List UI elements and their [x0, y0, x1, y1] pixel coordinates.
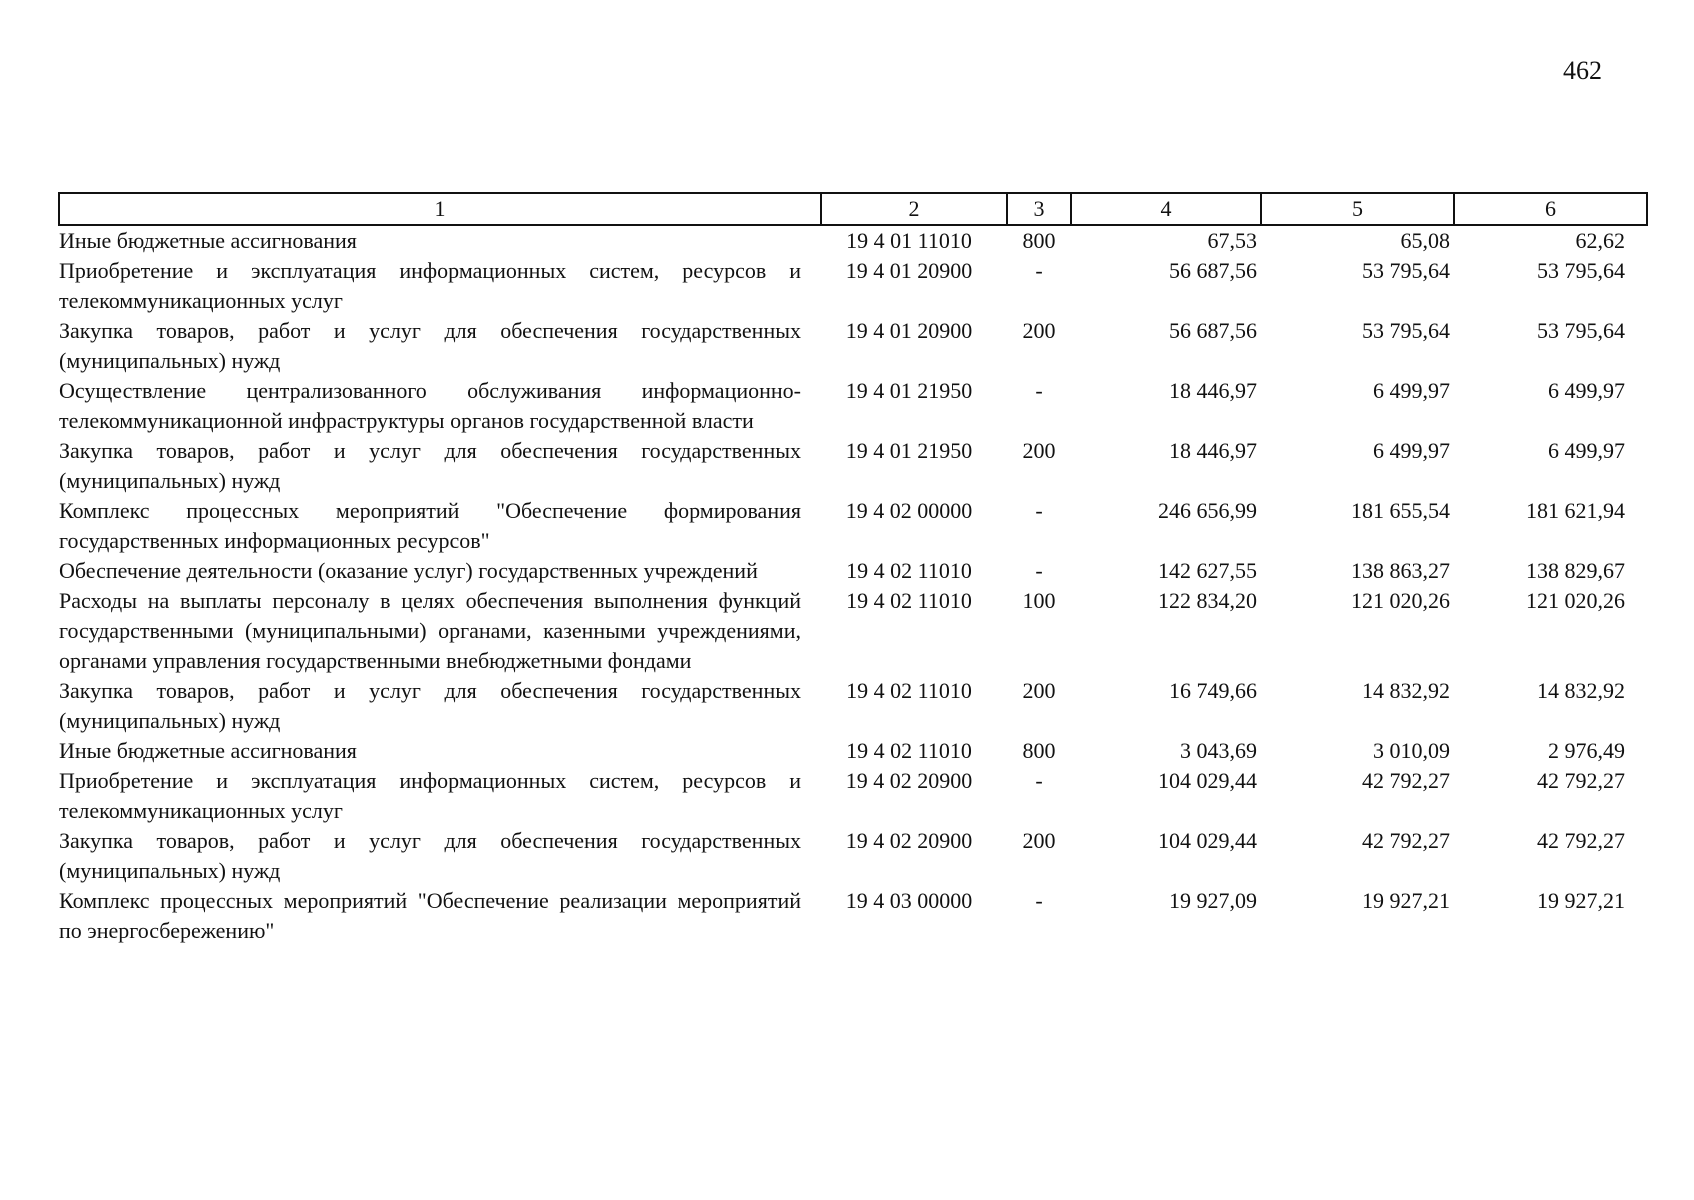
row-value-5: 6 499,97 [1373, 438, 1450, 463]
row-expense-type: - [1035, 498, 1043, 523]
row-value-4: 56 687,56 [1169, 258, 1257, 283]
row-expense-type: - [1035, 258, 1043, 283]
row-code: 19 4 02 11010 [846, 588, 972, 613]
row-value-6: 53 795,64 [1537, 258, 1625, 283]
row-code: 19 4 02 20900 [845, 828, 973, 853]
row-value-6: 62,62 [1575, 228, 1625, 253]
row-value-6: 14 832,92 [1537, 678, 1625, 703]
row-value-4: 19 927,09 [1169, 888, 1257, 913]
row-expense-type: - [1035, 768, 1043, 793]
row-value-5: 3 010,09 [1373, 738, 1450, 763]
row-value-4: 18 446,97 [1169, 378, 1257, 403]
row-value-4: 142 627,55 [1158, 558, 1257, 583]
row-code: 19 4 02 00000 [845, 498, 973, 523]
page-number: 462 [1563, 56, 1602, 85]
row-value-5: 138 863,27 [1351, 558, 1450, 583]
row-value-6: 181 621,94 [1526, 498, 1625, 523]
row-name: Осуществление централизованного обслуживания информационно-телекоммуникационной инфраструктуры органов государственной власти [59, 378, 801, 433]
row-code: 19 4 02 11010 [846, 678, 972, 703]
row-expense-type: 200 [1022, 318, 1056, 343]
row-expense-type: 200 [1022, 438, 1056, 463]
row-value-4: 16 749,66 [1169, 678, 1257, 703]
row-value-5: 181 655,54 [1351, 498, 1450, 523]
row-code: 19 4 02 11010 [846, 558, 972, 583]
row-value-5: 19 927,21 [1362, 888, 1450, 913]
budget-table [58, 192, 1648, 946]
table-row [59, 256, 1647, 316]
row-value-5: 65,08 [1400, 228, 1450, 253]
row-code: 19 4 01 20900 [845, 318, 973, 343]
row-name: Закупка товаров, работ и услуг для обеспечения государственных (муниципальных) нужд [59, 678, 801, 733]
table-row [59, 556, 1647, 586]
row-value-4: 122 834,20 [1158, 588, 1257, 613]
row-name: Иные бюджетные ассигнования [59, 228, 357, 253]
row-value-6: 6 499,97 [1548, 378, 1625, 403]
row-value-5: 42 792,27 [1362, 828, 1450, 853]
row-name: Обеспечение деятельности (оказание услуг) государственных учреждений [59, 558, 758, 583]
row-code: 19 4 01 21950 [845, 438, 973, 463]
row-name: Комплекс процессных мероприятий "Обеспечение реализации мероприятий по энергосбережению" [59, 888, 801, 943]
row-value-4: 3 043,69 [1180, 738, 1257, 763]
row-value-6: 6 499,97 [1548, 438, 1625, 463]
table-row [59, 676, 1647, 736]
row-value-4: 56 687,56 [1169, 318, 1257, 343]
row-value-4: 18 446,97 [1169, 438, 1257, 463]
row-expense-type: - [1035, 888, 1043, 913]
row-value-6: 42 792,27 [1537, 828, 1625, 853]
row-name: Закупка товаров, работ и услуг для обеспечения государственных (муниципальных) нужд [59, 828, 801, 883]
column-header-3: 3 [1007, 193, 1071, 225]
row-name: Расходы на выплаты персоналу в целях обеспечения выполнения функций государственными (муниципальными) органами, казенными учреждениями, органами управления государственными внебюджетными фондами [59, 588, 801, 673]
row-value-6: 2 976,49 [1548, 738, 1625, 763]
table-row [59, 376, 1647, 436]
row-code: 19 4 01 21950 [845, 378, 973, 403]
row-code: 19 4 01 11010 [846, 228, 972, 253]
header-row [59, 193, 1647, 225]
table-row [59, 586, 1647, 676]
row-expense-type: 100 [1022, 588, 1056, 613]
row-name: Комплекс процессных мероприятий "Обеспечение формирования государственных информационных ресурсов" [59, 498, 801, 553]
table-row [59, 736, 1647, 766]
row-value-6: 53 795,64 [1537, 318, 1625, 343]
row-name: Приобретение и эксплуатация информационных систем, ресурсов и телекоммуникационных услуг [59, 258, 801, 313]
row-code: 19 4 03 00000 [845, 888, 973, 913]
row-value-6: 121 020,26 [1526, 588, 1625, 613]
row-name: Иные бюджетные ассигнования [59, 738, 357, 763]
row-value-4: 246 656,99 [1158, 498, 1257, 523]
row-value-5: 6 499,97 [1373, 378, 1450, 403]
row-value-5: 53 795,64 [1362, 318, 1450, 343]
table-row [59, 886, 1647, 946]
row-expense-type: 800 [1022, 228, 1056, 253]
row-value-5: 121 020,26 [1351, 588, 1450, 613]
table-header [59, 193, 1647, 225]
row-expense-type: 800 [1022, 738, 1056, 763]
table-body [59, 225, 1647, 946]
row-value-5: 42 792,27 [1362, 768, 1450, 793]
row-expense-type: - [1035, 558, 1043, 583]
table-row [59, 496, 1647, 556]
row-name: Закупка товаров, работ и услуг для обеспечения государственных (муниципальных) нужд [59, 318, 801, 373]
row-code: 19 4 01 20900 [845, 258, 973, 283]
column-header-1: 1 [59, 193, 821, 225]
row-value-5: 14 832,92 [1362, 678, 1450, 703]
table-row [59, 225, 1647, 256]
row-name: Приобретение и эксплуатация информационных систем, ресурсов и телекоммуникационных услуг [59, 768, 801, 823]
column-header-5: 5 [1261, 193, 1454, 225]
row-value-5: 53 795,64 [1362, 258, 1450, 283]
row-code: 19 4 02 11010 [846, 738, 972, 763]
row-value-6: 138 829,67 [1526, 558, 1625, 583]
row-expense-type: - [1035, 378, 1043, 403]
table-row [59, 826, 1647, 886]
table-row [59, 766, 1647, 826]
table-row [59, 316, 1647, 376]
row-value-6: 19 927,21 [1537, 888, 1625, 913]
row-value-4: 104 029,44 [1158, 768, 1257, 793]
row-expense-type: 200 [1022, 678, 1056, 703]
table-row [59, 436, 1647, 496]
row-value-4: 67,53 [1207, 228, 1257, 253]
row-code: 19 4 02 20900 [845, 768, 973, 793]
column-header-6: 6 [1454, 193, 1647, 225]
column-header-2: 2 [821, 193, 1007, 225]
row-expense-type: 200 [1022, 828, 1056, 853]
row-value-6: 42 792,27 [1537, 768, 1625, 793]
column-header-4: 4 [1071, 193, 1261, 225]
row-value-4: 104 029,44 [1158, 828, 1257, 853]
row-name: Закупка товаров, работ и услуг для обеспечения государственных (муниципальных) нужд [59, 438, 801, 493]
